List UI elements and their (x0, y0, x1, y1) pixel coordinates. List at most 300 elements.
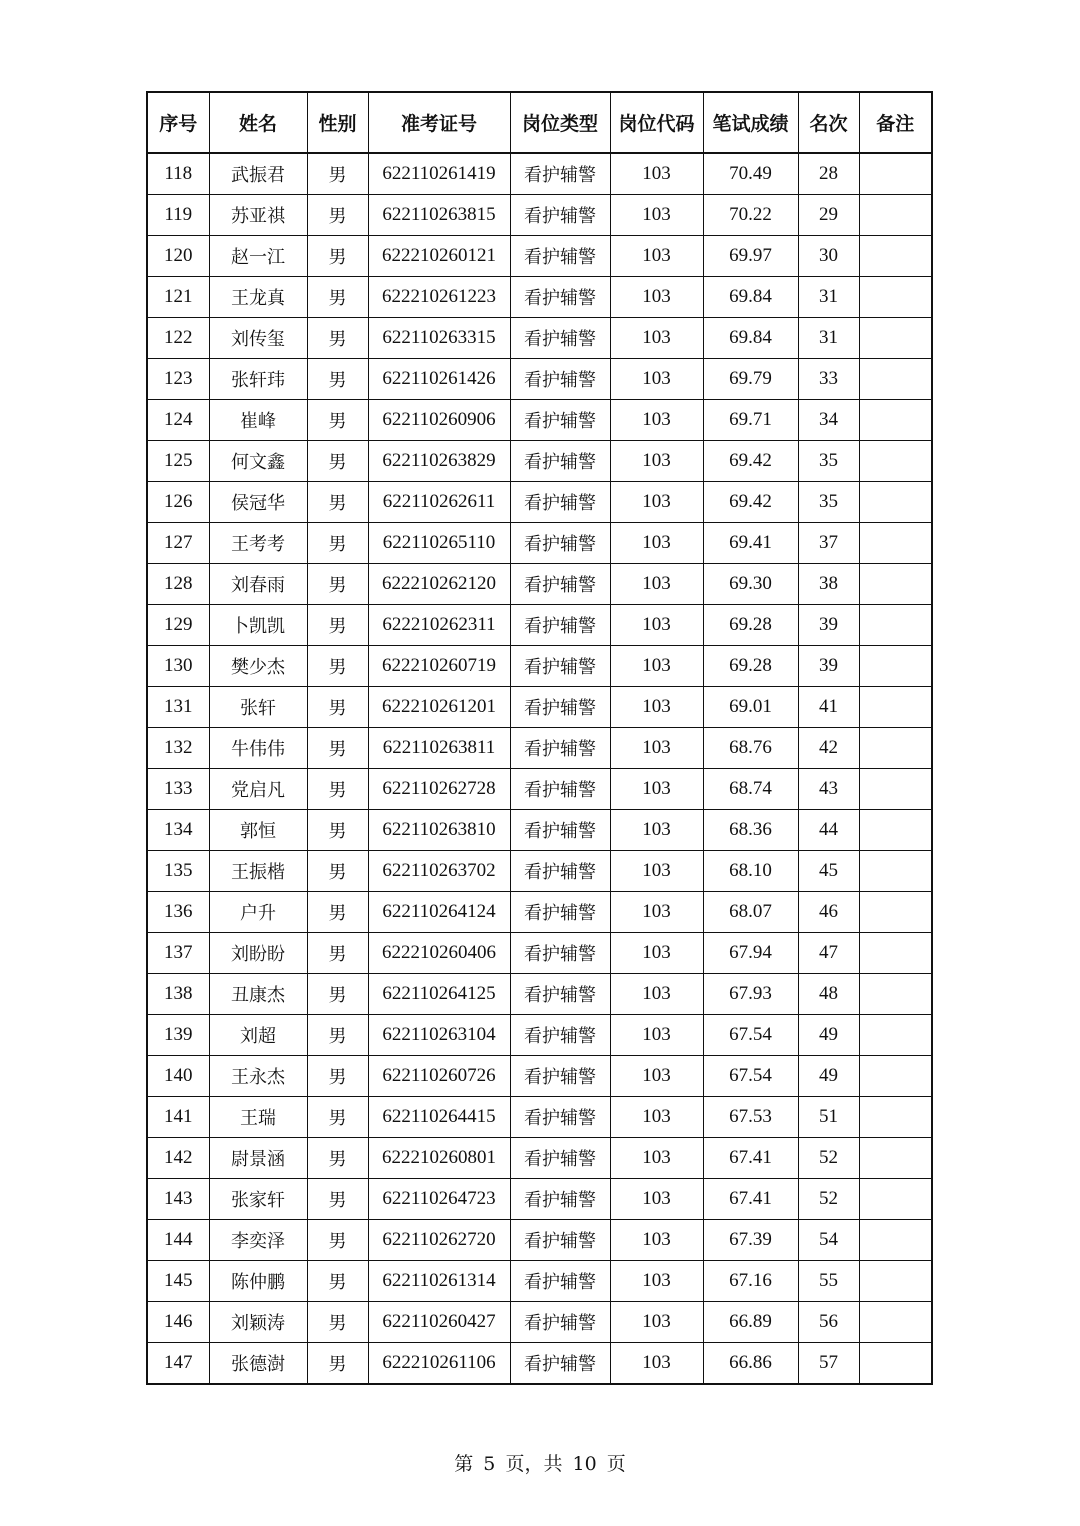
cell-position-code: 103 (610, 728, 703, 769)
cell-gender: 男 (307, 564, 368, 605)
cell-position-code: 103 (610, 564, 703, 605)
cell-position-type: 看护辅警 (510, 810, 610, 851)
cell-written-score: 67.41 (703, 1138, 798, 1179)
cell-name: 刘超 (209, 1015, 307, 1056)
cell-position-code: 103 (610, 974, 703, 1015)
cell-written-score: 70.22 (703, 195, 798, 236)
cell-admission-number: 622110261314 (368, 1261, 510, 1302)
cell-rank: 55 (798, 1261, 859, 1302)
cell-seq: 142 (147, 1138, 209, 1179)
table-row (147, 318, 932, 359)
header-position-code: 岗位代码 (610, 92, 703, 153)
cell-gender: 男 (307, 441, 368, 482)
cell-position-type: 看护辅警 (510, 933, 610, 974)
cell-rank: 52 (798, 1179, 859, 1220)
cell-remarks (859, 1302, 932, 1343)
cell-remarks (859, 1220, 932, 1261)
cell-position-code: 103 (610, 359, 703, 400)
cell-position-type: 看护辅警 (510, 1179, 610, 1220)
cell-written-score: 69.42 (703, 482, 798, 523)
cell-position-code: 103 (610, 1138, 703, 1179)
cell-rank: 44 (798, 810, 859, 851)
cell-position-code: 103 (610, 1343, 703, 1385)
cell-seq: 135 (147, 851, 209, 892)
cell-written-score: 67.54 (703, 1015, 798, 1056)
cell-gender: 男 (307, 646, 368, 687)
table-row (147, 646, 932, 687)
cell-rank: 54 (798, 1220, 859, 1261)
cell-position-code: 103 (610, 441, 703, 482)
cell-admission-number: 622110261426 (368, 359, 510, 400)
cell-position-type: 看护辅警 (510, 1261, 610, 1302)
cell-rank: 57 (798, 1343, 859, 1385)
cell-written-score: 68.36 (703, 810, 798, 851)
cell-admission-number: 622110261419 (368, 153, 510, 195)
cell-position-code: 103 (610, 1015, 703, 1056)
cell-position-type: 看护辅警 (510, 974, 610, 1015)
cell-gender: 男 (307, 1015, 368, 1056)
cell-seq: 118 (147, 153, 209, 195)
cell-position-type: 看护辅警 (510, 687, 610, 728)
cell-name: 陈仲鹏 (209, 1261, 307, 1302)
cell-position-type: 看护辅警 (510, 728, 610, 769)
cell-name: 张轩玮 (209, 359, 307, 400)
cell-name: 王龙真 (209, 277, 307, 318)
cell-gender: 男 (307, 195, 368, 236)
cell-position-type: 看护辅警 (510, 195, 610, 236)
header-position-type: 岗位类型 (510, 92, 610, 153)
cell-position-code: 103 (610, 605, 703, 646)
table-row (147, 1220, 932, 1261)
table-row (147, 1056, 932, 1097)
cell-remarks (859, 318, 932, 359)
cell-remarks (859, 728, 932, 769)
cell-gender: 男 (307, 400, 368, 441)
cell-position-type: 看护辅警 (510, 892, 610, 933)
cell-written-score: 69.84 (703, 318, 798, 359)
cell-rank: 49 (798, 1056, 859, 1097)
table-row (147, 974, 932, 1015)
cell-admission-number: 622110260906 (368, 400, 510, 441)
table-row (147, 523, 932, 564)
cell-admission-number: 622110260427 (368, 1302, 510, 1343)
cell-remarks (859, 1343, 932, 1385)
cell-position-type: 看护辅警 (510, 236, 610, 277)
cell-admission-number: 622210260719 (368, 646, 510, 687)
cell-gender: 男 (307, 1220, 368, 1261)
cell-seq: 128 (147, 564, 209, 605)
cell-admission-number: 622110262720 (368, 1220, 510, 1261)
cell-position-code: 103 (610, 1056, 703, 1097)
cell-remarks (859, 564, 932, 605)
cell-name: 刘传玺 (209, 318, 307, 359)
cell-position-type: 看护辅警 (510, 605, 610, 646)
header-rank: 名次 (798, 92, 859, 153)
cell-remarks (859, 195, 932, 236)
cell-position-code: 103 (610, 851, 703, 892)
cell-remarks (859, 892, 932, 933)
cell-seq: 124 (147, 400, 209, 441)
cell-seq: 137 (147, 933, 209, 974)
cell-admission-number: 622110265110 (368, 523, 510, 564)
cell-remarks (859, 441, 932, 482)
cell-position-type: 看护辅警 (510, 564, 610, 605)
cell-name: 刘盼盼 (209, 933, 307, 974)
cell-position-code: 103 (610, 1179, 703, 1220)
cell-gender: 男 (307, 687, 368, 728)
cell-seq: 138 (147, 974, 209, 1015)
cell-written-score: 68.10 (703, 851, 798, 892)
cell-gender: 男 (307, 359, 368, 400)
cell-position-type: 看护辅警 (510, 441, 610, 482)
cell-admission-number: 622210260121 (368, 236, 510, 277)
cell-admission-number: 622110263811 (368, 728, 510, 769)
table-row (147, 482, 932, 523)
cell-remarks (859, 1097, 932, 1138)
cell-seq: 122 (147, 318, 209, 359)
cell-written-score: 69.84 (703, 277, 798, 318)
table-row (147, 195, 932, 236)
cell-admission-number: 622110264415 (368, 1097, 510, 1138)
cell-position-type: 看护辅警 (510, 277, 610, 318)
cell-admission-number: 622110264124 (368, 892, 510, 933)
page-label-prefix: 第 (454, 1453, 474, 1475)
table-row (147, 892, 932, 933)
cell-position-type: 看护辅警 (510, 1220, 610, 1261)
cell-remarks (859, 769, 932, 810)
cell-gender: 男 (307, 1056, 368, 1097)
cell-rank: 38 (798, 564, 859, 605)
cell-position-type: 看护辅警 (510, 482, 610, 523)
cell-position-type: 看护辅警 (510, 1343, 610, 1385)
cell-admission-number: 622210260801 (368, 1138, 510, 1179)
table-row (147, 1015, 932, 1056)
cell-gender: 男 (307, 605, 368, 646)
cell-position-code: 103 (610, 523, 703, 564)
cell-seq: 131 (147, 687, 209, 728)
cell-remarks (859, 523, 932, 564)
cell-position-code: 103 (610, 810, 703, 851)
cell-written-score: 69.42 (703, 441, 798, 482)
cell-remarks (859, 236, 932, 277)
cell-rank: 34 (798, 400, 859, 441)
cell-seq: 133 (147, 769, 209, 810)
cell-gender: 男 (307, 236, 368, 277)
cell-remarks (859, 400, 932, 441)
cell-seq: 139 (147, 1015, 209, 1056)
cell-name: 张家轩 (209, 1179, 307, 1220)
cell-rank: 35 (798, 441, 859, 482)
cell-position-code: 103 (610, 400, 703, 441)
cell-position-type: 看护辅警 (510, 769, 610, 810)
total-page-count: 10 (572, 1453, 597, 1475)
cell-seq: 129 (147, 605, 209, 646)
cell-written-score: 69.41 (703, 523, 798, 564)
cell-gender: 男 (307, 318, 368, 359)
cell-seq: 141 (147, 1097, 209, 1138)
header-seq: 序号 (147, 92, 209, 153)
cell-position-type: 看护辅警 (510, 400, 610, 441)
cell-name: 王考考 (209, 523, 307, 564)
table-row (147, 1097, 932, 1138)
cell-name: 王瑞 (209, 1097, 307, 1138)
table-row (147, 1343, 932, 1385)
cell-admission-number: 622210261201 (368, 687, 510, 728)
table-row (147, 564, 932, 605)
cell-seq: 125 (147, 441, 209, 482)
cell-name: 张德澍 (209, 1343, 307, 1385)
table-row (147, 687, 932, 728)
cell-remarks (859, 810, 932, 851)
table-row (147, 810, 932, 851)
cell-rank: 52 (798, 1138, 859, 1179)
cell-admission-number: 622110263315 (368, 318, 510, 359)
cell-gender: 男 (307, 933, 368, 974)
cell-gender: 男 (307, 1261, 368, 1302)
cell-gender: 男 (307, 851, 368, 892)
cell-gender: 男 (307, 1138, 368, 1179)
cell-written-score: 67.16 (703, 1261, 798, 1302)
cell-name: 樊少杰 (209, 646, 307, 687)
cell-seq: 144 (147, 1220, 209, 1261)
page-label-mid: 页，共 (505, 1453, 563, 1475)
table-row (147, 851, 932, 892)
cell-gender: 男 (307, 1343, 368, 1385)
cell-rank: 42 (798, 728, 859, 769)
cell-seq: 132 (147, 728, 209, 769)
cell-seq: 136 (147, 892, 209, 933)
cell-remarks (859, 1261, 932, 1302)
cell-seq: 146 (147, 1302, 209, 1343)
cell-written-score: 67.54 (703, 1056, 798, 1097)
table-body (147, 153, 932, 1384)
cell-position-type: 看护辅警 (510, 646, 610, 687)
cell-seq: 127 (147, 523, 209, 564)
cell-remarks (859, 277, 932, 318)
cell-admission-number: 622110263104 (368, 1015, 510, 1056)
cell-name: 赵一江 (209, 236, 307, 277)
table-row (147, 769, 932, 810)
cell-admission-number: 622210261223 (368, 277, 510, 318)
cell-rank: 33 (798, 359, 859, 400)
header-admission-number: 准考证号 (368, 92, 510, 153)
cell-name: 侯冠华 (209, 482, 307, 523)
cell-name: 王振楷 (209, 851, 307, 892)
cell-admission-number: 622110263829 (368, 441, 510, 482)
cell-rank: 31 (798, 318, 859, 359)
cell-seq: 143 (147, 1179, 209, 1220)
cell-gender: 男 (307, 810, 368, 851)
cell-remarks (859, 933, 932, 974)
cell-position-code: 103 (610, 933, 703, 974)
cell-rank: 39 (798, 646, 859, 687)
cell-position-type: 看护辅警 (510, 851, 610, 892)
cell-seq: 140 (147, 1056, 209, 1097)
cell-rank: 30 (798, 236, 859, 277)
table-row (147, 400, 932, 441)
table-row (147, 359, 932, 400)
cell-rank: 45 (798, 851, 859, 892)
cell-remarks (859, 974, 932, 1015)
cell-position-type: 看护辅警 (510, 318, 610, 359)
cell-admission-number: 622110262611 (368, 482, 510, 523)
cell-seq: 147 (147, 1343, 209, 1385)
cell-rank: 43 (798, 769, 859, 810)
table-header-row (147, 92, 932, 153)
cell-position-type: 看护辅警 (510, 1097, 610, 1138)
cell-written-score: 67.39 (703, 1220, 798, 1261)
cell-position-type: 看护辅警 (510, 1056, 610, 1097)
cell-gender: 男 (307, 482, 368, 523)
cell-written-score: 68.07 (703, 892, 798, 933)
cell-admission-number: 622110262728 (368, 769, 510, 810)
cell-name: 户升 (209, 892, 307, 933)
cell-seq: 130 (147, 646, 209, 687)
cell-admission-number: 622210261106 (368, 1343, 510, 1385)
cell-admission-number: 622110263815 (368, 195, 510, 236)
cell-seq: 123 (147, 359, 209, 400)
cell-position-code: 103 (610, 195, 703, 236)
cell-position-code: 103 (610, 769, 703, 810)
cell-admission-number: 622110264125 (368, 974, 510, 1015)
cell-written-score: 67.41 (703, 1179, 798, 1220)
cell-admission-number: 622110260726 (368, 1056, 510, 1097)
cell-remarks (859, 851, 932, 892)
cell-rank: 47 (798, 933, 859, 974)
cell-gender: 男 (307, 1302, 368, 1343)
cell-written-score: 69.97 (703, 236, 798, 277)
cell-remarks (859, 605, 932, 646)
cell-written-score: 69.28 (703, 605, 798, 646)
cell-position-code: 103 (610, 277, 703, 318)
cell-gender: 男 (307, 728, 368, 769)
cell-written-score: 68.76 (703, 728, 798, 769)
header-remarks: 备注 (859, 92, 932, 153)
cell-position-type: 看护辅警 (510, 1302, 610, 1343)
cell-gender: 男 (307, 1179, 368, 1220)
cell-remarks (859, 1015, 932, 1056)
cell-gender: 男 (307, 277, 368, 318)
cell-position-type: 看护辅警 (510, 153, 610, 195)
cell-written-score: 69.79 (703, 359, 798, 400)
table-row (147, 1261, 932, 1302)
cell-name: 何文鑫 (209, 441, 307, 482)
table-row (147, 441, 932, 482)
cell-gender: 男 (307, 974, 368, 1015)
cell-position-code: 103 (610, 1302, 703, 1343)
cell-gender: 男 (307, 1097, 368, 1138)
cell-seq: 134 (147, 810, 209, 851)
cell-remarks (859, 359, 932, 400)
cell-remarks (859, 1056, 932, 1097)
cell-admission-number: 622210262120 (368, 564, 510, 605)
cell-position-code: 103 (610, 318, 703, 359)
cell-seq: 121 (147, 277, 209, 318)
cell-position-code: 103 (610, 236, 703, 277)
cell-name: 刘春雨 (209, 564, 307, 605)
cell-rank: 46 (798, 892, 859, 933)
cell-gender: 男 (307, 523, 368, 564)
table-row (147, 605, 932, 646)
cell-name: 郭恒 (209, 810, 307, 851)
table-row (147, 236, 932, 277)
cell-admission-number: 622110263810 (368, 810, 510, 851)
table-row (147, 277, 932, 318)
cell-rank: 51 (798, 1097, 859, 1138)
current-page-number: 5 (483, 1453, 496, 1475)
cell-written-score: 69.01 (703, 687, 798, 728)
cell-seq: 126 (147, 482, 209, 523)
cell-name: 丑康杰 (209, 974, 307, 1015)
cell-remarks (859, 1138, 932, 1179)
cell-name: 武振君 (209, 153, 307, 195)
cell-rank: 29 (798, 195, 859, 236)
cell-name: 牛伟伟 (209, 728, 307, 769)
cell-rank: 28 (798, 153, 859, 195)
cell-position-type: 看护辅警 (510, 1138, 610, 1179)
cell-position-code: 103 (610, 1220, 703, 1261)
cell-admission-number: 622210260406 (368, 933, 510, 974)
cell-name: 王永杰 (209, 1056, 307, 1097)
cell-rank: 56 (798, 1302, 859, 1343)
cell-seq: 120 (147, 236, 209, 277)
cell-position-code: 103 (610, 482, 703, 523)
cell-rank: 48 (798, 974, 859, 1015)
cell-written-score: 69.71 (703, 400, 798, 441)
cell-remarks (859, 646, 932, 687)
cell-name: 崔峰 (209, 400, 307, 441)
cell-written-score: 66.89 (703, 1302, 798, 1343)
cell-rank: 41 (798, 687, 859, 728)
cell-position-code: 103 (610, 1097, 703, 1138)
cell-name: 苏亚祺 (209, 195, 307, 236)
cell-position-code: 103 (610, 1261, 703, 1302)
cell-gender: 男 (307, 892, 368, 933)
cell-name: 刘颖涛 (209, 1302, 307, 1343)
cell-gender: 男 (307, 769, 368, 810)
header-gender: 性别 (307, 92, 368, 153)
cell-position-code: 103 (610, 646, 703, 687)
cell-gender: 男 (307, 153, 368, 195)
cell-written-score: 68.74 (703, 769, 798, 810)
cell-name: 李奕泽 (209, 1220, 307, 1261)
table-row (147, 1179, 932, 1220)
cell-position-type: 看护辅警 (510, 523, 610, 564)
cell-remarks (859, 687, 932, 728)
cell-rank: 35 (798, 482, 859, 523)
table-row (147, 1302, 932, 1343)
cell-rank: 31 (798, 277, 859, 318)
cell-position-type: 看护辅警 (510, 359, 610, 400)
cell-seq: 145 (147, 1261, 209, 1302)
cell-remarks (859, 482, 932, 523)
table-row (147, 728, 932, 769)
cell-written-score: 70.49 (703, 153, 798, 195)
cell-rank: 49 (798, 1015, 859, 1056)
page-footer (0, 1449, 1080, 1476)
cell-admission-number: 622110263702 (368, 851, 510, 892)
cell-remarks (859, 1179, 932, 1220)
cell-position-type: 看护辅警 (510, 1015, 610, 1056)
cell-position-code: 103 (610, 153, 703, 195)
page-label-suffix: 页 (606, 1453, 626, 1475)
table-row (147, 153, 932, 195)
table-row (147, 933, 932, 974)
header-name: 姓名 (209, 92, 307, 153)
header-written-score: 笔试成绩 (703, 92, 798, 153)
cell-position-code: 103 (610, 892, 703, 933)
cell-written-score: 67.53 (703, 1097, 798, 1138)
